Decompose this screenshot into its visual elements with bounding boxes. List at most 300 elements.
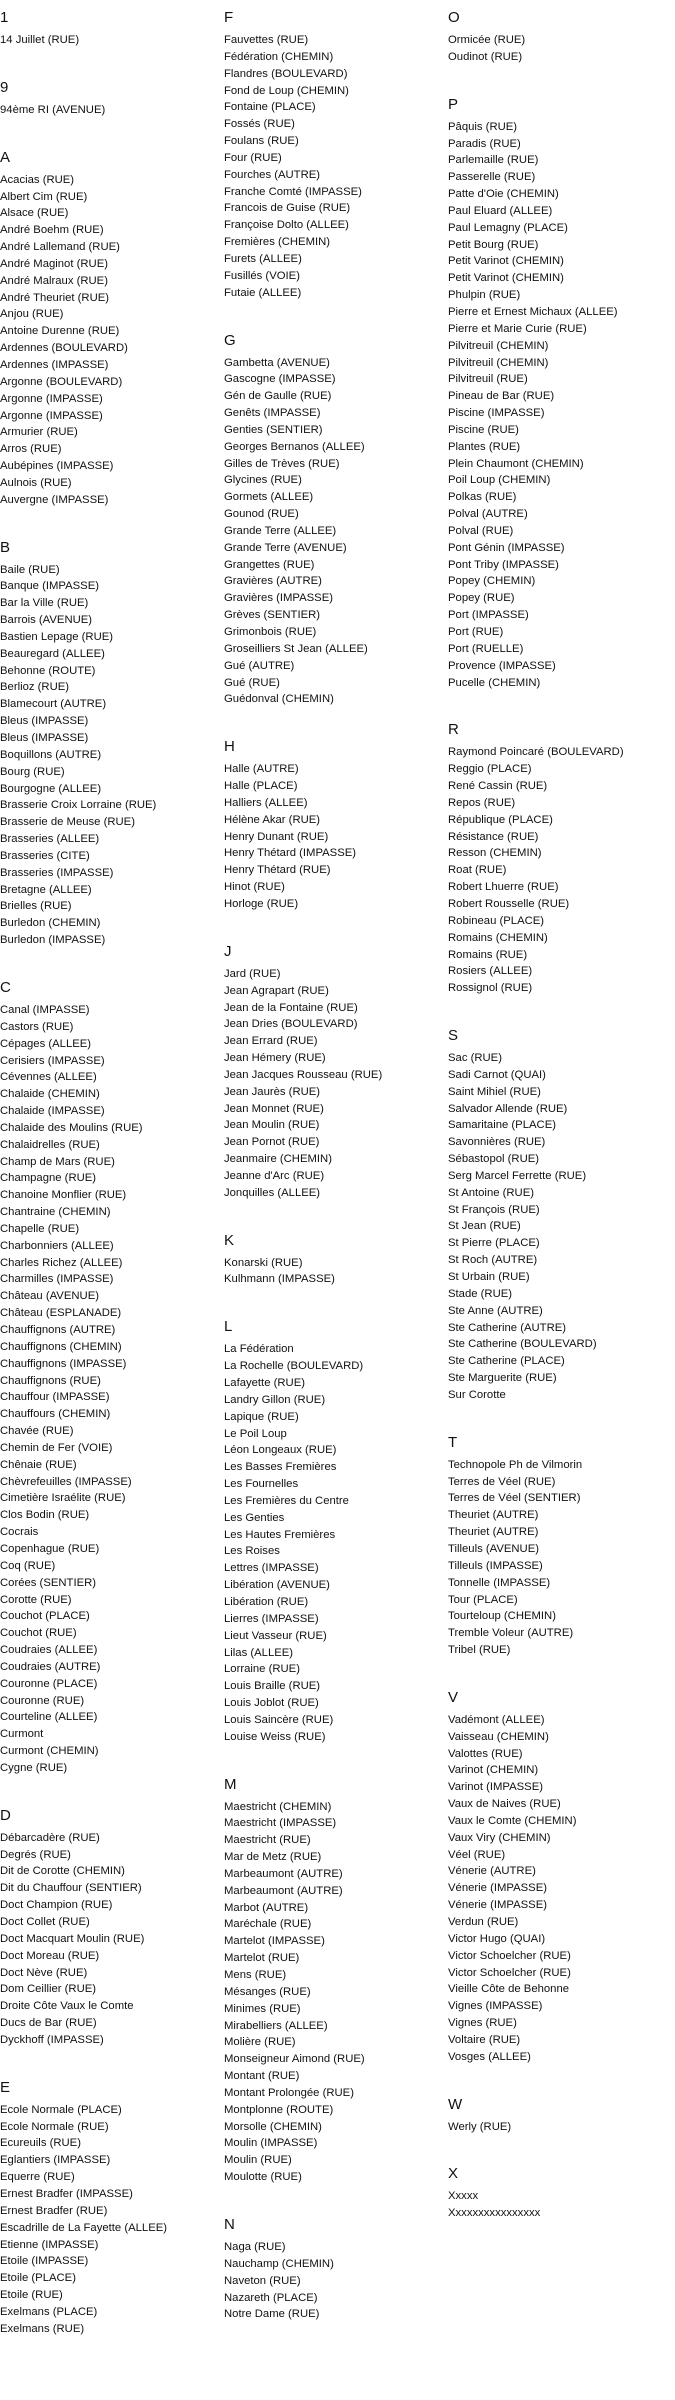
street-entry: Les Genties	[224, 1511, 285, 1524]
street-entry: Fourches (AUTRE)	[224, 168, 321, 181]
section-letter-heading: D	[0, 1806, 11, 1824]
street-entry: Robert Lhuerre (RUE)	[448, 881, 559, 894]
street-entry: Popey (CHEMIN)	[448, 575, 536, 588]
street-entry: La Rochelle (BOULEVARD)	[224, 1360, 364, 1373]
street-entry: Lafayette (RUE)	[224, 1377, 305, 1389]
street-entry: Pineau de Bar (RUE)	[448, 390, 555, 403]
street-entry: Martelot (RUE)	[224, 1952, 300, 1965]
street-entry: Victor Schoelcher (RUE)	[448, 1949, 571, 1962]
street-entry: Terres de Véel (RUE)	[448, 1475, 556, 1488]
street-entry: Jeanmaire (CHEMIN)	[224, 1153, 332, 1166]
street-entry: Tilleuls (IMPASSE)	[448, 1559, 543, 1572]
street-entry: Ducs de Bar (RUE)	[0, 2017, 97, 2030]
street-entry: Chèvrefeuilles (IMPASSE)	[0, 1475, 132, 1488]
street-entry: Dit de Corotte (CHEMIN)	[0, 1865, 125, 1878]
section-letter-heading: C	[0, 978, 11, 996]
street-entry: Escadrille de La Fayette (ALLEE)	[0, 2221, 168, 2234]
street-entry: Corées (SENTIER)	[0, 1576, 97, 1589]
street-entry: Vosges (ALLEE)	[448, 2050, 531, 2063]
street-entry: Ste Catherine (AUTRE)	[448, 1321, 567, 1334]
street-entry: Xxxxxxxxxxxxxxxx	[448, 2207, 541, 2220]
letter-section	[0, 2078, 218, 2338]
letter-section	[448, 1433, 675, 1659]
street-entry: Etoile (RUE)	[0, 2289, 63, 2302]
street-entry: Jean Errard (RUE)	[224, 1035, 318, 1048]
section-letter-heading: X	[448, 2165, 459, 2183]
street-entry: Gravières (AUTRE)	[224, 575, 322, 588]
section-letter-heading: O	[448, 9, 460, 26]
street-entry: Tonnelle (IMPASSE)	[448, 1576, 551, 1589]
street-entry: Marbot (AUTRE)	[224, 1901, 309, 1914]
street-entry: Chauffour (IMPASSE)	[0, 1391, 110, 1404]
street-entry: Polval (AUTRE)	[448, 508, 528, 521]
street-entry: Parlemaille (RUE)	[448, 154, 539, 167]
section-letter-heading: L	[224, 1318, 233, 1336]
street-entry: Robineau (PLACE)	[448, 914, 545, 927]
street-entry: Reggio (PLACE)	[448, 763, 532, 776]
street-entry: Ernest Bradfer (IMPASSE)	[0, 2187, 133, 2200]
street-entry: Argonne (IMPASSE)	[0, 392, 103, 405]
street-entry: Rossignol (RUE)	[448, 982, 533, 995]
street-entry: Gormets (ALLEE)	[224, 491, 314, 504]
street-entry: Coudraies (AUTRE)	[0, 1660, 101, 1673]
street-entry: Pierre et Marie Curie (RUE)	[448, 322, 587, 335]
street-entry: Popey (RUE)	[448, 592, 515, 605]
section-letter-heading: G	[224, 331, 236, 349]
street-entry: Grangettes (RUE)	[224, 558, 315, 571]
street-entry: Couronne (PLACE)	[0, 1677, 98, 1690]
street-entry: Fauvettes (RUE)	[224, 34, 309, 46]
street-entry: Doct Macquart Moulin (RUE)	[0, 1932, 145, 1945]
street-entry: Fusillés (VOIE)	[224, 269, 300, 282]
street-entry: Pucelle (CHEMIN)	[448, 676, 541, 689]
street-entry: Plantes (RUE)	[448, 440, 521, 453]
street-entry: Port (RUE)	[448, 626, 504, 638]
street-entry: Nazareth (PLACE)	[224, 2291, 318, 2304]
street-entry: Sur Corotte	[448, 1388, 506, 1401]
street-entry: Henry Thétard (IMPASSE)	[224, 847, 357, 860]
street-entry: Clos Bodin (RUE)	[0, 1509, 90, 1522]
street-entry: Dom Ceillier (RUE)	[0, 1983, 97, 1996]
street-entry: Brasseries (CITE)	[0, 849, 90, 862]
street-entry: Jean Monnet (RUE)	[224, 1102, 324, 1115]
street-entry: Romains (RUE)	[448, 948, 528, 961]
street-entry: Chauffignons (AUTRE)	[0, 1324, 116, 1336]
street-entry: Konarski (RUE)	[224, 1256, 303, 1269]
section-letter-heading: J	[224, 942, 232, 960]
street-entry: Jean Hémery (RUE)	[224, 1052, 326, 1065]
street-entry: Vieille Côte de Behonne	[448, 1983, 570, 1996]
street-entry: République (PLACE)	[448, 813, 553, 826]
street-entry: Les Hautes Fremières	[224, 1528, 336, 1541]
street-entry: Flandres (BOULEVARD)	[224, 67, 348, 80]
street-entry: Halliers (ALLEE)	[224, 796, 308, 809]
street-entry: Gounod (RUE)	[224, 508, 299, 521]
street-entry: Gascogne (IMPASSE)	[224, 373, 336, 386]
street-entry: Moulotte (RUE)	[224, 2171, 302, 2184]
letter-section	[224, 2215, 442, 2323]
street-entry: Véel (RUE)	[448, 1848, 506, 1861]
street-entry: Montplonne (ROUTE)	[224, 2103, 334, 2116]
street-entry: Henry Thétard (RUE)	[224, 864, 331, 877]
street-entry: St Pierre (PLACE)	[448, 1237, 540, 1250]
letter-section	[0, 8, 218, 49]
street-entry: Marbeaumont (AUTRE)	[224, 1884, 343, 1897]
street-entry: Fédération (CHEMIN)	[224, 50, 334, 63]
street-entry: Savonnières (RUE)	[448, 1136, 546, 1149]
street-entry: Morsolle (CHEMIN)	[224, 2120, 322, 2133]
street-entry: Champ de Mars (RUE)	[0, 1155, 115, 1168]
street-entry: Resson (CHEMIN)	[448, 847, 542, 860]
street-entry: Les Roises	[224, 1545, 280, 1558]
street-entry: Libération (AVENUE)	[224, 1579, 330, 1592]
street-entry: 14 Juillet (RUE)	[0, 34, 80, 46]
street-entry: Argonne (BOULEVARD)	[0, 375, 123, 388]
street-entry: Jean Agrapart (RUE)	[224, 984, 329, 997]
street-entry: Paul Eluard (ALLEE)	[448, 204, 553, 217]
section-letter-heading: F	[224, 9, 234, 26]
street-entry: Charmilles (IMPASSE)	[0, 1273, 114, 1286]
street-entry: Petit Varinot (CHEMIN)	[448, 272, 564, 285]
street-entry: Vénerie (IMPASSE)	[448, 1882, 547, 1895]
street-entry: Charles Richez (ALLEE)	[0, 1256, 123, 1269]
section-letter-heading: 1	[0, 9, 9, 26]
street-entry: Genties (SENTIER)	[224, 423, 323, 436]
street-entry: Ste Catherine (PLACE)	[448, 1355, 565, 1368]
letter-section	[448, 1688, 675, 2066]
street-entry: Burledon (CHEMIN)	[0, 917, 101, 930]
street-entry: Courteline (ALLEE)	[0, 1711, 98, 1724]
street-entry: Foulans (RUE)	[224, 135, 299, 148]
letter-section	[224, 1317, 442, 1745]
section-letter-heading: N	[224, 2215, 235, 2233]
section-letter-heading: K	[224, 1231, 235, 1249]
street-entry: Cygne (RUE)	[0, 1761, 68, 1774]
street-entry: André Maginot (RUE)	[0, 257, 108, 270]
street-entry: Exelmans (PLACE)	[0, 2305, 98, 2318]
section-letter-heading: P	[448, 95, 459, 113]
street-entry: Gén de Gaulle (RUE)	[224, 390, 332, 403]
street-entry: Roat (RUE)	[448, 864, 507, 877]
street-entry: Halle (AUTRE)	[224, 763, 299, 776]
street-entry: Nauchamp (CHEMIN)	[224, 2257, 334, 2270]
street-entry: Vaisseau (CHEMIN)	[448, 1730, 549, 1743]
street-entry: André Lallemand (RUE)	[0, 241, 120, 254]
street-entry: Ste Anne (AUTRE)	[448, 1304, 543, 1317]
street-entry: Sébastopol (RUE)	[448, 1153, 540, 1166]
street-entry: Raymond Poincaré (BOULEVARD)	[448, 746, 624, 759]
street-entry: Jean Jacques Rousseau (RUE)	[224, 1068, 383, 1081]
street-entry: Valottes (RUE)	[448, 1747, 523, 1760]
street-entry: Château (ESPLANADE)	[0, 1307, 122, 1320]
street-entry: Fond de Loup (CHEMIN)	[224, 84, 349, 97]
street-entry: André Theuriet (RUE)	[0, 291, 110, 304]
letter-section	[224, 1231, 442, 1289]
street-entry: Moulin (RUE)	[224, 2154, 292, 2167]
street-entry: Hinot (RUE)	[224, 881, 285, 894]
street-entry: Bourgogne (ALLEE)	[0, 782, 102, 795]
street-entry: Port (IMPASSE)	[448, 609, 529, 622]
column-3	[448, 8, 675, 2251]
street-entry: Franche Comté (IMPASSE)	[224, 185, 362, 198]
street-entry: Futaie (ALLEE)	[224, 286, 302, 299]
street-entry: Eglantiers (IMPASSE)	[0, 2154, 111, 2167]
street-entry: Lettres (IMPASSE)	[224, 1562, 319, 1575]
street-entry: Pâquis (RUE)	[448, 120, 518, 133]
street-entry: Landry Gillon (RUE)	[224, 1393, 326, 1406]
street-entry: Antoine Durenne (RUE)	[0, 325, 120, 338]
street-entry: René Cassin (RUE)	[448, 780, 548, 793]
street-entry: Aubépines (IMPASSE)	[0, 460, 114, 473]
section-letter-heading: T	[448, 1433, 458, 1451]
street-entry: Grèves (SENTIER)	[224, 609, 321, 622]
street-entry: Vignes (RUE)	[448, 2017, 517, 2030]
street-entry: Cocrais	[0, 1526, 39, 1539]
street-entry: Les Fremières du Centre	[224, 1494, 349, 1507]
street-entry: Aulnois (RUE)	[0, 476, 72, 489]
street-entry: Piscine (RUE)	[448, 423, 519, 436]
street-entry: Lilas (ALLEE)	[224, 1646, 294, 1659]
street-entry: Tremble Voleur (AUTRE)	[448, 1627, 574, 1640]
street-entry: Petit Bourg (RUE)	[448, 238, 539, 251]
street-entry: Montant (RUE)	[224, 2070, 300, 2083]
street-entry: Champagne (RUE)	[0, 1172, 97, 1185]
street-entry: Minimes (RUE)	[224, 2002, 301, 2015]
street-entry: Equerre (RUE)	[0, 2171, 75, 2184]
letter-section	[0, 1806, 218, 2049]
street-entry: Chemin de Fer (VOIE)	[0, 1441, 113, 1454]
street-entry: Notre Dame (RUE)	[224, 2308, 320, 2321]
street-entry: Monseigneur Aimond (RUE)	[224, 2053, 365, 2066]
street-entry: 94ème RI (AVENUE)	[0, 103, 106, 116]
street-entry: Maestricht (IMPASSE)	[224, 1817, 337, 1830]
street-entry: Doct Moreau (RUE)	[0, 1949, 100, 1962]
street-entry: Plein Chaumont (CHEMIN)	[448, 457, 584, 470]
street-entry: Voltaire (RUE)	[448, 2033, 521, 2046]
street-entry: Naga (RUE)	[224, 2240, 286, 2253]
street-entry: Les Fournelles	[224, 1478, 299, 1491]
street-entry: Pierre et Ernest Michaux (ALLEE)	[448, 305, 618, 318]
street-entry: Francois de Guise (RUE)	[224, 202, 351, 215]
street-entry: Chavée (RUE)	[0, 1425, 74, 1438]
street-entry: Moulin (IMPASSE)	[224, 2137, 318, 2150]
street-entry: Sac (RUE)	[448, 1052, 502, 1065]
street-entry: Jean Dries (BOULEVARD)	[224, 1018, 358, 1031]
letter-section	[0, 538, 218, 949]
letter-section	[448, 720, 675, 997]
street-entry: Bleus (IMPASSE)	[0, 732, 89, 744]
section-letter-heading: M	[224, 1775, 237, 1793]
street-entry: Phulpin (RUE)	[448, 289, 521, 302]
street-entry: Arros (RUE)	[0, 443, 62, 456]
street-entry: Louis Braille (RUE)	[224, 1680, 321, 1693]
street-entry: Françoise Dolto (ALLEE)	[224, 219, 349, 232]
street-entry: Chapelle (RUE)	[0, 1222, 80, 1235]
street-entry: Curmont (CHEMIN)	[0, 1745, 99, 1758]
letter-section	[224, 942, 442, 1202]
street-entry: Mens (RUE)	[224, 1969, 287, 1981]
street-entry: Débarcadère (RUE)	[0, 1831, 100, 1844]
letter-section	[448, 1026, 675, 1404]
street-entry: Chauffignons (CHEMIN)	[0, 1340, 122, 1353]
street-entry: Armurier (RUE)	[0, 426, 78, 439]
street-entry: Beauregard (ALLEE)	[0, 647, 105, 660]
street-entry: Gué (AUTRE)	[224, 659, 295, 672]
street-entry: Ecole Normale (RUE)	[0, 2120, 109, 2133]
letter-section	[0, 78, 218, 119]
street-entry: Ecole Normale (PLACE)	[0, 2103, 122, 2116]
street-entry: Gué (RUE)	[224, 676, 280, 689]
street-entry: Vénerie (AUTRE)	[448, 1865, 536, 1878]
street-entry: Dit du Chauffour (SENTIER)	[0, 1882, 142, 1895]
street-entry: Bourg (RUE)	[0, 765, 65, 778]
street-entry: Grimonbois (RUE)	[224, 626, 317, 638]
street-entry: Stade (RUE)	[448, 1287, 513, 1300]
street-entry: Lierres (IMPASSE)	[224, 1612, 319, 1625]
section-letter-heading: A	[0, 148, 11, 166]
street-entry: Werly (RUE)	[448, 2120, 512, 2133]
street-entry: Theuriet (AUTRE)	[448, 1509, 539, 1522]
street-entry: Brasseries (IMPASSE)	[0, 866, 114, 879]
street-entry: Chalaide (CHEMIN)	[0, 1088, 100, 1101]
street-entry: Chauffignons (RUE)	[0, 1374, 101, 1387]
street-entry: Coudraies (ALLEE)	[0, 1644, 98, 1657]
street-entry: Chalaidrelles (RUE)	[0, 1138, 100, 1151]
street-entry: St Urbain (RUE)	[448, 1271, 530, 1283]
street-entry: Fremières (CHEMIN)	[224, 236, 331, 249]
street-entry: Henry Dunant (RUE)	[224, 830, 329, 843]
letter-section	[448, 2164, 675, 2222]
street-entry: Gambetta (AVENUE)	[224, 356, 330, 369]
street-entry: Mirabelliers (ALLEE)	[224, 2019, 328, 2032]
street-entry: André Malraux (RUE)	[0, 274, 108, 287]
street-entry: Cerisiers (IMPASSE)	[0, 1054, 105, 1067]
street-entry: Banque (IMPASSE)	[0, 580, 99, 593]
street-entry: Résistance (RUE)	[448, 830, 539, 843]
letter-section	[448, 95, 675, 692]
street-entry: Louise Weiss (RUE)	[224, 1730, 326, 1743]
street-entry: Cévennes (ALLEE)	[0, 1071, 97, 1084]
street-entry: Pont Triby (IMPASSE)	[448, 558, 559, 571]
street-entry: St François (RUE)	[448, 1203, 540, 1216]
street-entry: St Roch (AUTRE)	[448, 1254, 538, 1267]
street-entry: Libération (RUE)	[224, 1595, 309, 1608]
street-entry: Auvergne (IMPASSE)	[0, 493, 109, 506]
street-entry: Victor Hugo (QUAI)	[448, 1932, 546, 1945]
street-entry: Sadi Carnot (QUAI)	[448, 1068, 546, 1081]
street-entry: Pont Génin (IMPASSE)	[448, 541, 565, 554]
street-entry: Petit Varinot (CHEMIN)	[448, 255, 564, 268]
street-entry: Canal (IMPASSE)	[0, 1003, 90, 1016]
street-entry: Kulhmann (IMPASSE)	[224, 1273, 335, 1286]
street-entry: Gilles de Trèves (RUE)	[224, 457, 340, 470]
street-entry: Castors (RUE)	[0, 1020, 74, 1033]
street-entry: Behonne (ROUTE)	[0, 664, 96, 677]
street-entry: Chalaide des Moulins (RUE)	[0, 1121, 143, 1134]
street-entry: Burledon (IMPASSE)	[0, 934, 106, 947]
street-entry: Boquillons (AUTRE)	[0, 748, 102, 761]
street-entry: Louis Joblot (RUE)	[224, 1697, 319, 1710]
street-entry: Bar la Ville (RUE)	[0, 597, 89, 610]
street-entry: Couchot (PLACE)	[0, 1610, 90, 1623]
street-entry: Brasserie de Meuse (RUE)	[0, 816, 135, 829]
street-entry: Doct Champion (RUE)	[0, 1899, 113, 1912]
street-entry: Louis Saincère (RUE)	[224, 1713, 334, 1726]
street-entry: Groseilliers St Jean (ALLEE)	[224, 642, 368, 655]
street-entry: St Antoine (RUE)	[448, 1186, 535, 1199]
section-letter-heading: V	[448, 1688, 459, 1706]
street-entry: Cépages (ALLEE)	[0, 1037, 92, 1050]
street-entry: Couchot (RUE)	[0, 1627, 77, 1640]
street-entry: Jeanne d'Arc (RUE)	[224, 1169, 325, 1182]
street-entry: Chalaide (IMPASSE)	[0, 1105, 105, 1118]
street-entry: Ecureuils (RUE)	[0, 2137, 81, 2150]
street-entry: Vaux le Comte (CHEMIN)	[448, 1814, 577, 1827]
street-entry: Halle (PLACE)	[224, 780, 298, 793]
street-entry: Copenhague (RUE)	[0, 1542, 100, 1555]
street-entry: Chanoine Monflier (RUE)	[0, 1189, 127, 1202]
street-entry: St Jean (RUE)	[448, 1220, 521, 1233]
street-entry: Argonne (IMPASSE)	[0, 409, 103, 422]
street-entry: Furets (ALLEE)	[224, 252, 302, 265]
street-entry: Vénerie (IMPASSE)	[448, 1899, 547, 1912]
street-entry: Albert Cim (RUE)	[0, 190, 88, 203]
section-letter-heading: 9	[0, 78, 9, 96]
street-entry: Chantraine (CHEMIN)	[0, 1206, 111, 1219]
street-entry: Vaux Viry (CHEMIN)	[448, 1831, 551, 1844]
street-entry: Alsace (RUE)	[0, 207, 69, 220]
street-entry: Brielles (RUE)	[0, 900, 72, 913]
street-entry: Naveton (RUE)	[224, 2274, 301, 2287]
street-entry: Paul Lemagny (PLACE)	[448, 221, 568, 234]
street-entry: Provence (IMPASSE)	[448, 659, 556, 672]
street-entry: Polval (RUE)	[448, 524, 514, 537]
street-entry: Ormicée (RUE)	[448, 34, 526, 46]
street-entry: Passerelle (RUE)	[448, 171, 536, 184]
street-entry: Mésanges (RUE)	[224, 1985, 311, 1998]
street-entry: Tourteloup (CHEMIN)	[448, 1610, 556, 1623]
street-entry: Chauffours (CHEMIN)	[0, 1408, 111, 1421]
section-letter-heading: W	[448, 2095, 463, 2113]
street-entry: Vignes (IMPASSE)	[448, 2000, 543, 2013]
street-entry: Pilvitreuil (CHEMIN)	[448, 339, 549, 352]
street-entry: Brasserie Croix Lorraine (RUE)	[0, 799, 157, 812]
street-entry: Acacias (RUE)	[0, 173, 75, 186]
street-entry: Doct Collet (RUE)	[0, 1916, 90, 1928]
street-entry: Martelot (IMPASSE)	[224, 1935, 325, 1948]
street-entry: Bleus (IMPASSE)	[0, 715, 89, 728]
letter-section	[0, 148, 218, 509]
street-entry: Vaux de Naives (RUE)	[448, 1798, 561, 1811]
street-entry: Curmont	[0, 1728, 44, 1741]
street-entry: Patte d'Oie (CHEMIN)	[448, 188, 559, 201]
street-entry: Lieut Vasseur (RUE)	[224, 1629, 327, 1642]
street-entry: Jean Pornot (RUE)	[224, 1136, 320, 1149]
street-entry: Varinot (CHEMIN)	[448, 1764, 539, 1777]
street-entry: Oudinot (RUE)	[448, 50, 523, 63]
street-entry: Terres de Véel (SENTIER)	[448, 1492, 581, 1505]
street-entry: Glycines (RUE)	[224, 474, 302, 487]
street-entry: Lorraine (RUE)	[224, 1663, 300, 1676]
street-entry: Léon Longeaux (RUE)	[224, 1444, 337, 1457]
street-entry: Brasseries (ALLEE)	[0, 833, 100, 846]
street-entry: Château (AVENUE)	[0, 1290, 99, 1303]
street-entry: Bastien Lepage (RUE)	[0, 630, 114, 643]
street-entry: Port (RUELLE)	[448, 642, 524, 655]
street-entry: Baile (RUE)	[0, 563, 60, 576]
street-entry: Rosiers (ALLEE)	[448, 965, 533, 978]
street-entry: Guédonval (CHEMIN)	[224, 693, 334, 706]
